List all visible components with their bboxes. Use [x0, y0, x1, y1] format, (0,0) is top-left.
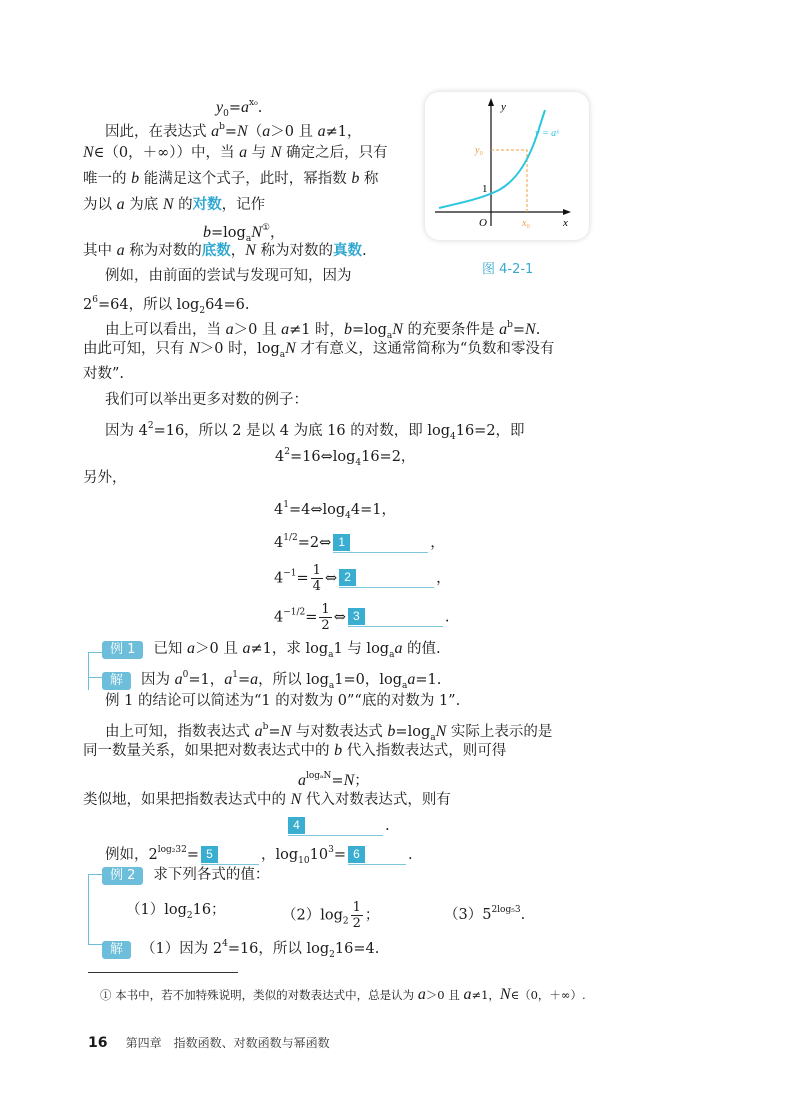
y0-label: y₀ [475, 145, 483, 156]
denominator: 2 [352, 916, 361, 931]
y-axis-label: y [501, 101, 506, 113]
math-variable: a [241, 99, 249, 116]
text: （ [247, 124, 263, 140]
math-variable: N [83, 144, 94, 161]
subscript: a [328, 681, 335, 691]
superscript: 2log₅3 [491, 905, 521, 915]
x-axis-arrow [563, 209, 571, 215]
text: ≠1 时， [289, 322, 345, 338]
text: . [362, 243, 367, 259]
text: 16=2， [361, 449, 416, 465]
example-1-bracket [88, 652, 89, 690]
text: ＞0 时，log [199, 341, 280, 357]
curve-label: y = aˣ [535, 128, 560, 139]
text: . [520, 907, 526, 923]
example-label: 例 1 [102, 641, 143, 659]
text: 能满足这个式子，此时，幂指数 [139, 171, 352, 187]
answer-blank[interactable] [339, 569, 434, 588]
text: =log [352, 322, 387, 338]
subscript: a [386, 331, 393, 341]
subscript: a [389, 650, 395, 660]
text: 实际上表示的是 [446, 724, 553, 740]
superscript: x₀ [249, 98, 258, 108]
text: 为以 [83, 197, 117, 213]
paragraph-line [83, 790, 451, 810]
paragraph-line [83, 741, 506, 761]
guide-lines [491, 150, 527, 212]
math-variable: a [417, 986, 426, 1003]
key-term: 对数 [192, 196, 222, 213]
answer-blank[interactable] [201, 846, 259, 865]
denominator: 2 [321, 618, 330, 633]
text: （3）5 [444, 907, 492, 923]
text: 才有意义，这通常简称为“负数和零没有 [295, 341, 555, 357]
text: 对数”. [83, 366, 125, 382]
math-variable: N [499, 986, 511, 1003]
answer-blank[interactable] [348, 608, 443, 627]
denominator: 4 [312, 579, 321, 594]
text: ≠1， [325, 124, 362, 140]
text: =log [211, 225, 246, 241]
text: =16⇔log [289, 449, 356, 465]
text: ＞0 且 [195, 641, 243, 657]
paragraph-line [83, 339, 554, 365]
paragraph-line [83, 468, 127, 488]
text: ， [230, 243, 246, 259]
superscript: 3 [328, 845, 334, 855]
paragraph-line [83, 241, 367, 261]
math-variable: a [317, 123, 326, 140]
superscript: ① [261, 223, 270, 233]
math-variable: a [281, 321, 290, 338]
blank-number-badge: 4 [288, 817, 305, 834]
paragraph-line [83, 195, 265, 215]
math-variable: N [435, 723, 447, 740]
math-variable: a [187, 640, 196, 657]
text: 4 [274, 570, 284, 587]
paragraph-line [105, 691, 460, 711]
numerator: 1 [352, 900, 361, 915]
subscript: 2 [199, 306, 206, 316]
text: =log [395, 724, 431, 740]
text: 唯一的 [83, 171, 132, 187]
bracket-tick [88, 874, 102, 875]
math-variable: b [351, 170, 360, 187]
math-variable: a [239, 144, 248, 161]
text: ⇔ [333, 609, 346, 626]
paragraph-line [83, 143, 388, 163]
text: （1）log [126, 902, 187, 918]
math-variable: a [116, 242, 125, 259]
text: ＞0 且 [233, 322, 282, 338]
footnote [100, 985, 586, 1005]
math-variable: a [116, 196, 125, 213]
math-variable: N [280, 723, 292, 740]
superscript: 6 [92, 295, 98, 305]
math-variable: a [224, 671, 233, 688]
math-variable: N [251, 224, 262, 241]
text: 4 [274, 535, 284, 551]
text: 的值. [402, 641, 441, 657]
text: 求下列各式的值： [153, 867, 270, 883]
footnote-divider [88, 972, 238, 973]
paragraph-line [105, 266, 352, 286]
text: ，log [261, 847, 299, 863]
key-term: 真数 [333, 242, 362, 259]
text: ∈（0，＋∞）. [510, 988, 586, 1002]
math-variable: a [254, 723, 263, 740]
math-variable: N [290, 791, 302, 808]
superscript: 1/2 [283, 533, 298, 543]
superscript: 2 [284, 447, 290, 457]
math-variable: N [162, 196, 174, 213]
x-axis-label: x [563, 217, 568, 229]
text: 1 与 log [333, 641, 390, 657]
text: 的 [173, 197, 193, 213]
text: =2⇔ [297, 535, 332, 551]
text: = [186, 847, 200, 863]
example-2-item-2 [282, 900, 379, 932]
text: 1=0，log [334, 672, 403, 688]
math-variable: N [237, 123, 248, 140]
text: 4 [274, 609, 284, 626]
text: ； [354, 773, 369, 789]
superscript: log₂32 [157, 845, 187, 855]
text: 例如，2 [105, 847, 158, 863]
bracket-tick [88, 652, 102, 653]
superscript: 4 [222, 939, 228, 949]
equation-line [275, 442, 415, 473]
text: = [224, 124, 238, 140]
equation-blank-2 [274, 563, 451, 594]
text: 4 [274, 502, 284, 518]
one-label: 1 [482, 183, 488, 195]
math-variable: b [344, 321, 353, 338]
text: ⇔ [324, 570, 338, 587]
paragraph-line [105, 390, 308, 410]
text: ≠1，求 log [250, 641, 329, 657]
superscript: 2 [147, 421, 154, 431]
example-2-item-1 [126, 900, 226, 926]
math-variable: N [245, 242, 256, 259]
text: . [385, 818, 390, 834]
text: . [444, 609, 450, 626]
numerator: 1 [321, 602, 330, 617]
math-variable: a [262, 123, 271, 140]
text: =1. [415, 672, 442, 688]
figure-card [425, 92, 589, 240]
text: = [333, 847, 346, 863]
math-variable: a [463, 986, 472, 1003]
example-label: 例 2 [102, 867, 143, 885]
math-variable: y [216, 99, 224, 116]
blank-number-badge: 3 [348, 608, 365, 625]
blank-number-badge: 2 [339, 569, 356, 586]
text: 代入对数表达式，则有 [301, 792, 451, 808]
text: 确定之后，只有 [281, 145, 388, 161]
subscript: a [328, 650, 334, 660]
math-variable: a [174, 671, 183, 688]
text: = [237, 672, 251, 688]
text: 的充要条件是 [402, 322, 500, 338]
math-variable: N [285, 340, 296, 357]
text: 因为 4 [105, 423, 148, 439]
text: 由上可知，指数表达式 [105, 724, 255, 740]
subscript: 2 [186, 911, 193, 921]
text: . [257, 100, 263, 116]
text: ，记作 [221, 197, 266, 213]
page-footer [88, 1034, 330, 1051]
text: =16，所以 2 是以 4 为底 16 的对数，即 log [153, 423, 450, 439]
text: ＞0 且 [425, 988, 464, 1002]
figure-caption: 图 4-2-1 [482, 262, 534, 277]
text: = [512, 322, 526, 338]
fraction [311, 563, 323, 594]
subscript: a [402, 681, 408, 691]
equation-line [274, 495, 396, 526]
superscript: −1 [283, 568, 297, 579]
example-2-solution [102, 934, 379, 965]
text: ① 本书中，若不加特殊说明，类似的对数表达式中，总是认为 [100, 988, 418, 1002]
text: = [268, 724, 281, 740]
math-variable: a [394, 640, 403, 657]
text: =1， [188, 672, 225, 688]
math-variable: a [407, 671, 416, 688]
superscript: b [507, 320, 513, 330]
subscript: a [279, 350, 286, 360]
text: =16，所以 log [227, 941, 330, 957]
text: 因为 [141, 672, 175, 688]
text: ≠1， [471, 988, 500, 1002]
fraction [319, 602, 331, 633]
text: 4=1， [350, 502, 396, 518]
text: ， [269, 225, 285, 241]
math-variable: a [250, 671, 259, 688]
exponential-curve [439, 110, 545, 208]
text: 由此可知，只有 [83, 341, 190, 357]
subscript: 0 [223, 109, 229, 119]
numerator: 1 [312, 563, 321, 578]
example-2-question [102, 865, 269, 885]
x0-label: x₀ [522, 218, 530, 229]
subscript: a [245, 234, 252, 244]
math-variable: b [131, 170, 140, 187]
text: 其中 [83, 243, 117, 259]
fraction [351, 900, 363, 931]
text: ， [430, 535, 445, 551]
text: ∈（0，＋∞））中，当 [93, 145, 240, 161]
superscript: 1 [232, 670, 238, 680]
text: 64=6. [205, 297, 250, 313]
text: 称为对数的 [255, 243, 333, 259]
text: 例如，由前面的尝试与发现可知，因为 [105, 268, 352, 284]
subscript: 10 [298, 856, 310, 866]
subscript: 4 [450, 432, 456, 442]
text: ； [364, 907, 380, 924]
text: 另外， [83, 470, 127, 486]
math-variable: N [343, 772, 355, 789]
text: ＞0 且 [270, 124, 318, 140]
text: ，所以 log [258, 672, 329, 688]
example-label: 解 [102, 672, 131, 690]
text: 10 [309, 847, 329, 863]
math-variable: N [525, 321, 536, 338]
math-variable: a [225, 321, 234, 338]
text: 为底 [124, 197, 163, 213]
math-variable: b [334, 742, 343, 759]
text: 例 1 的结论可以简述为“1 的对数为 0”“底的对数为 1”. [105, 693, 461, 709]
blank-number-badge: 5 [201, 846, 218, 863]
text: 类似地，如果把指数表达式中的 [83, 792, 291, 808]
text: ， [436, 570, 451, 587]
math-variable: a [298, 772, 306, 789]
text: = [296, 570, 309, 587]
bracket-tick [88, 944, 102, 945]
math-variable: N [270, 144, 282, 161]
text: 与 [247, 145, 271, 161]
text: = [331, 773, 344, 789]
paragraph-line [105, 117, 362, 142]
text: 16； [192, 902, 226, 918]
superscript: b [219, 122, 225, 132]
answer-blank[interactable] [288, 817, 383, 836]
superscript: logₐN [306, 771, 332, 781]
text: =64，所以 log [97, 297, 200, 313]
superscript: 0 [182, 670, 189, 680]
superscript: b [262, 722, 269, 732]
example-2-item-3 [444, 900, 525, 925]
text: 16=2，即 [455, 423, 525, 439]
exponential-graph [425, 92, 589, 240]
example-1-question [102, 639, 441, 665]
math-variable: b [203, 224, 211, 241]
paragraph-line [83, 364, 124, 384]
example-2-bracket [88, 874, 89, 944]
subscript: 2 [342, 916, 349, 927]
text: 已知 [153, 641, 188, 657]
text: 称 [359, 171, 379, 187]
text: 代入指数表达式，则可得 [342, 743, 507, 759]
origin-label: O [479, 217, 487, 229]
example-label: 解 [102, 941, 131, 959]
answer-blank[interactable] [348, 846, 406, 865]
text: 由上可以看出，当 [105, 322, 226, 338]
math-variable: a [211, 123, 220, 140]
superscript: −1/2 [283, 607, 306, 618]
equation-blank-3 [274, 602, 449, 633]
text: =4⇔log [288, 502, 346, 518]
math-variable: a [499, 321, 508, 338]
subscript: a [430, 733, 436, 743]
blank-number-badge: 1 [333, 534, 350, 551]
equation-line [298, 766, 369, 791]
math-variable: b [387, 723, 396, 740]
text: 同一数量关系，如果把对数表达式中的 [83, 743, 335, 759]
text: 我们可以举出更多对数的例子： [105, 392, 308, 408]
answer-blank[interactable] [333, 534, 428, 553]
superscript: 1 [283, 500, 289, 510]
equation-blank-4 [286, 816, 390, 836]
text: . [535, 322, 541, 338]
blank-number-badge: 6 [348, 846, 365, 863]
text: 16=4. [334, 941, 380, 957]
subscript: 4 [355, 458, 362, 468]
subscript: 4 [345, 511, 351, 521]
bracket-tick [88, 677, 102, 678]
text: 4 [275, 449, 285, 465]
equation-blank-1 [274, 528, 445, 553]
text: = [228, 100, 241, 116]
text: （1）因为 2 [141, 941, 223, 957]
math-variable: a [242, 640, 251, 657]
text: （2）log [282, 907, 343, 924]
chapter-title: 第四章 指数函数、对数函数与幂函数 [125, 1036, 330, 1050]
key-term: 底数 [201, 242, 231, 259]
math-variable: N [392, 321, 403, 338]
text: 称为对数的 [124, 243, 202, 259]
y-axis-arrow [488, 98, 494, 106]
math-variable: N [189, 340, 200, 357]
page-number: 16 [88, 1035, 108, 1051]
text: 与对数表达式 [291, 724, 388, 740]
subscript: 2 [329, 950, 335, 960]
paragraph-line [83, 169, 378, 189]
text: . [407, 847, 413, 863]
text: = [305, 609, 318, 626]
text: 因此，在表达式 [105, 124, 212, 140]
text: 2 [83, 297, 93, 313]
